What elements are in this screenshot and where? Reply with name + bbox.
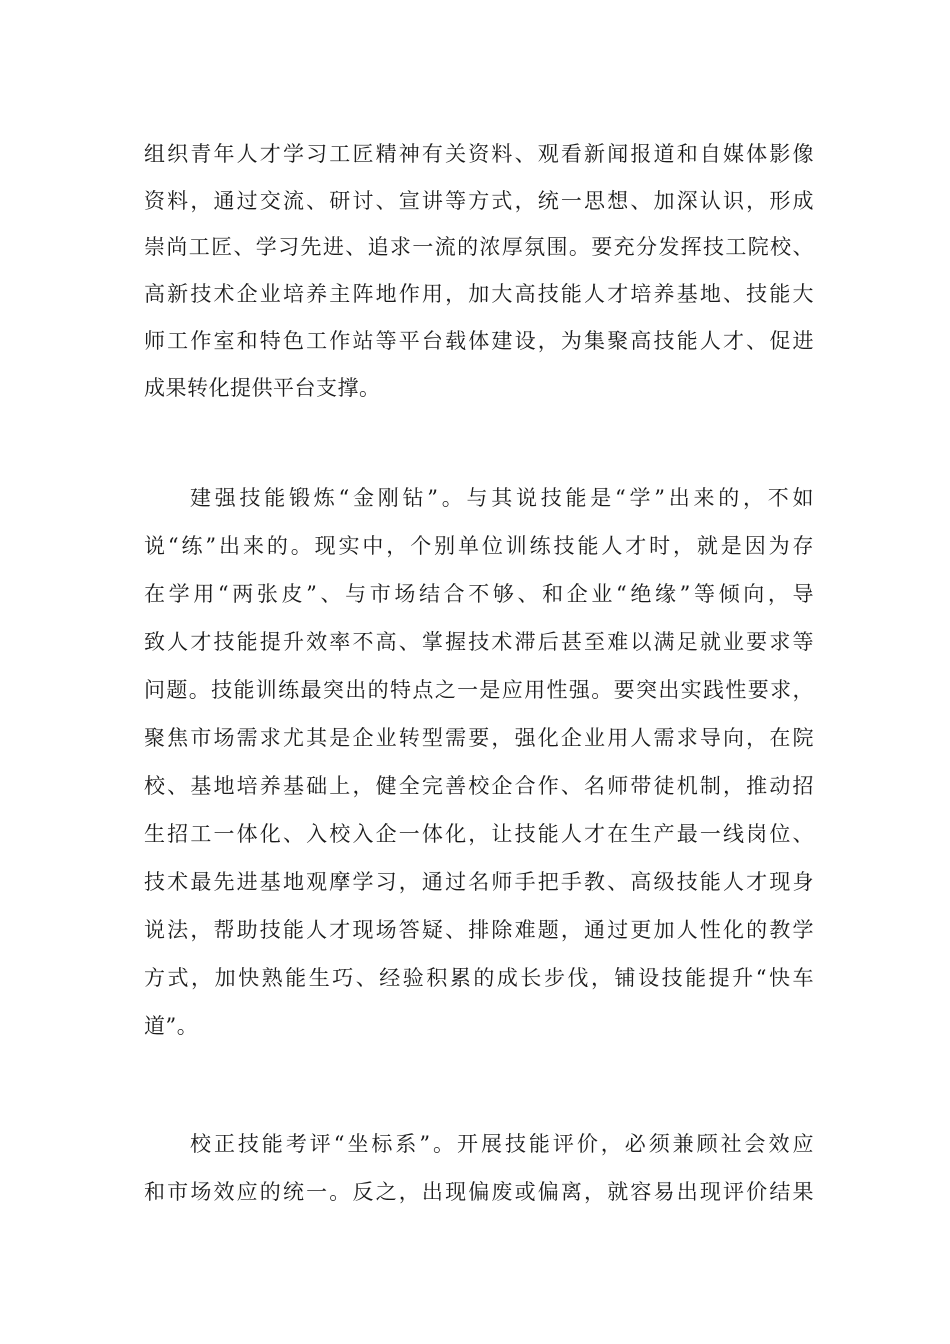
paragraph-1-line-1: 组织青年人才学习工匠精神有关资料、观看新闻报道和自媒体影像 <box>144 142 814 166</box>
paragraph-2-line-9: 技术最先进基地观摩学习，通过名师手把手教、高级技能人才现身 <box>144 870 814 894</box>
paragraph-2-line-2: 说“练”出来的。现实中，个别单位训练技能人才时，就是因为存 <box>144 534 814 558</box>
paragraph-3-line-1: 校正技能考评“坐标系”。开展技能评价，必须兼顾社会效应 <box>190 1132 814 1156</box>
paragraph-2-line-11: 方式，加快熟能生巧、经验积累的成长步伐，铺设技能提升“快车 <box>144 966 814 990</box>
paragraph-1-line-3: 崇尚工匠、学习先进、追求一流的浓厚氛围。要充分发挥技工院校、 <box>144 235 814 259</box>
paragraph-2-line-6: 聚焦市场需求尤其是企业转型需要，强化企业用人需求导向，在院 <box>144 726 814 750</box>
paragraph-2-line-4: 致人才技能提升效率不高、掌握技术滞后甚至难以满足就业要求等 <box>144 630 814 654</box>
paragraph-2-line-7: 校、基地培养基础上，健全完善校企合作、名师带徒机制，推动招 <box>144 774 814 798</box>
paragraph-3-line-2: 和市场效应的统一。反之，出现偏废或偏离，就容易出现评价结果 <box>144 1180 814 1204</box>
paragraph-2-line-8: 生招工一体化、入校入企一体化，让技能人才在生产最一线岗位、 <box>144 822 814 846</box>
paragraph-1-line-6: 成果转化提供平台支撑。 <box>144 376 381 400</box>
paragraph-2-line-1: 建强技能锻炼“金刚钻”。与其说技能是“学”出来的，不如 <box>190 486 814 510</box>
paragraph-2-line-3: 在学用“两张皮”、与市场结合不够、和企业“绝缘”等倾向，导 <box>144 582 814 606</box>
paragraph-2-line-10: 说法，帮助技能人才现场答疑、排除难题，通过更加人性化的教学 <box>144 918 814 942</box>
paragraph-2-line-5: 问题。技能训练最突出的特点之一是应用性强。要突出实践性要求， <box>144 678 814 702</box>
paragraph-1-line-5: 师工作室和特色工作站等平台载体建设，为集聚高技能人才、促进 <box>144 329 814 353</box>
paragraph-1-line-2: 资料，通过交流、研讨、宣讲等方式，统一思想、加深认识，形成 <box>144 189 814 213</box>
paragraph-2-line-12: 道”。 <box>144 1014 199 1038</box>
paragraph-1-line-4: 高新技术企业培养主阵地作用，加大高技能人才培养基地、技能大 <box>144 282 814 306</box>
